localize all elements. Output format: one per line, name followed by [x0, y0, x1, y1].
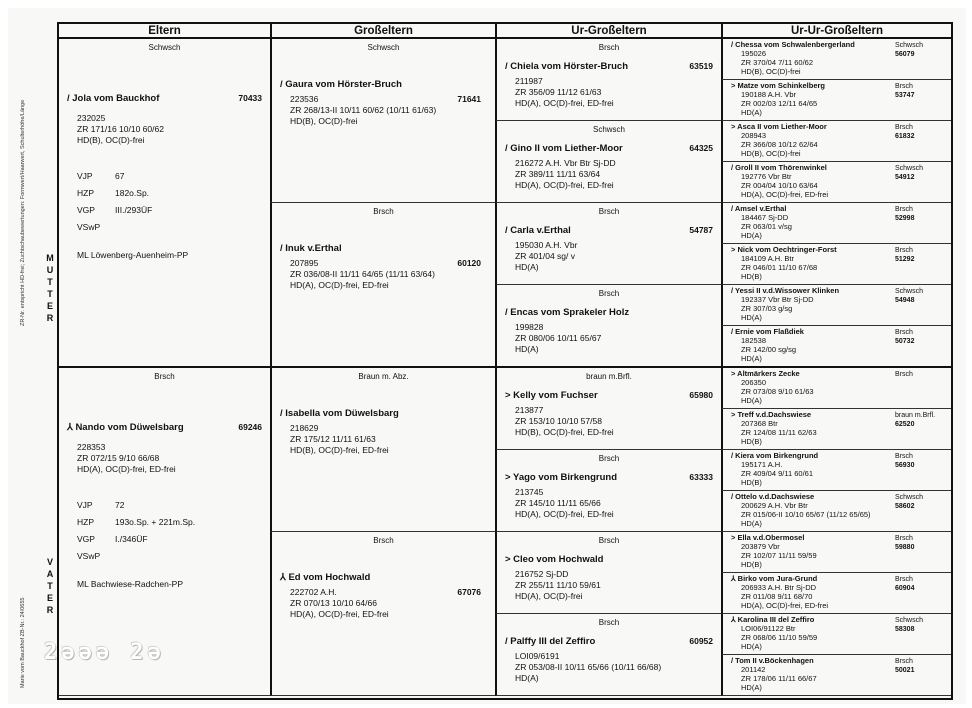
detail-line: HD(B), OC(D)-frei — [290, 116, 358, 126]
detail-line: HD(B) — [741, 436, 762, 446]
detail-line: 195171 A.H. — [741, 459, 783, 469]
reg-number: 58602 — [895, 502, 915, 510]
eltern-cell — [59, 368, 270, 697]
detail-line: 201142 — [741, 664, 766, 674]
detail-line: HD(A) — [741, 682, 762, 692]
detail-line: HD(A), OC(D)-frei, ED-frei — [741, 600, 829, 610]
coat-color: Brsch — [598, 207, 620, 217]
color-reg — [895, 164, 923, 182]
urgrosseltern-cell — [495, 532, 721, 614]
name-row — [272, 79, 495, 90]
detail-line: HD(A) — [515, 344, 539, 355]
coat-color: Brsch — [895, 657, 913, 665]
dog-name: > Matze vom Schinkelberg — [731, 81, 825, 91]
detail-line: HD(B), OC(D)-frei — [77, 135, 145, 145]
color-reg — [895, 452, 914, 470]
reg-number: 58308 — [895, 625, 915, 633]
dog-details — [731, 90, 951, 117]
dog-name: / Tom II v.Böckenhagen — [731, 655, 814, 665]
name-row — [272, 572, 495, 583]
detail-line: HD(A) — [741, 395, 762, 405]
name-row — [497, 61, 721, 72]
dog-name: / Chessa vom Schwalenbergerland — [731, 40, 855, 49]
color-reg — [895, 534, 914, 552]
detail-line: ZR 142/00 sg/sg — [741, 345, 797, 355]
coat-color: Brsch — [895, 370, 913, 378]
dog-details — [731, 254, 951, 281]
ml-line: ML Löwenberg-Auenheim-PP — [77, 250, 189, 260]
detail-line: ZR 080/06 10/11 65/67 — [515, 333, 602, 344]
dog-details — [497, 240, 721, 273]
score-row — [77, 202, 270, 219]
detail-line: ZR 409/04 9/11 60/61 — [741, 468, 813, 478]
name-row — [497, 307, 721, 318]
ururgrosseltern-cell — [721, 532, 951, 573]
reg-number: 65980 — [689, 389, 713, 400]
score-row — [77, 185, 270, 202]
dog-name: > Yago vom Birkengrund — [505, 471, 618, 483]
ururgrosseltern-cell — [721, 203, 951, 244]
detail-line: 213877 — [515, 404, 544, 415]
score-row — [77, 219, 270, 236]
detail-line: 184467 Sj-DD — [741, 213, 789, 223]
score-row — [77, 548, 270, 565]
dog-name: / Gino II vom Liether-Moor — [505, 143, 623, 155]
detail-line: HD(B) — [741, 272, 762, 282]
dog-name: / Ottelo v.d.Dachswiese — [731, 491, 815, 501]
grosseltern-cell — [270, 368, 495, 532]
ururgrosseltern-cell — [721, 655, 951, 696]
test-scores — [59, 168, 270, 236]
dog-name: / Jola vom Bauckhof — [67, 93, 160, 104]
urgrosseltern-cell — [495, 614, 721, 696]
detail-line: 206933 A.H. Btr Sj-DD — [741, 582, 817, 592]
coat-color: Brsch — [373, 535, 394, 545]
detail-line: ZR 015/06-II 10/10 65/67 (11/12 65/65) — [741, 509, 871, 519]
dog-name: ⅄ Birko vom Jura-Grund — [731, 573, 818, 583]
detail-line: HD(B), OC(D)-frei, ED-frei — [515, 426, 614, 437]
detail-line: HD(A) — [515, 672, 539, 683]
coat-color: Brsch — [598, 617, 620, 627]
score-row — [77, 514, 270, 531]
detail-line: ZR 307/03 g/sg — [741, 304, 793, 314]
coat-color: Brsch — [598, 535, 620, 545]
ml-line: ML Bachwiese-Radchen-PP — [77, 578, 183, 589]
reg-number: 54787 — [689, 225, 713, 236]
dog-name: / Yessi II v.d.Wissower Klinken — [731, 286, 840, 296]
detail-line: 216272 A.H. Vbr Btr Sj-DD — [515, 158, 616, 169]
coat-color: Brsch — [895, 575, 913, 583]
dog-details — [731, 378, 951, 405]
dog-name: / Groll II vom Thörenwinkel — [731, 163, 827, 173]
detail-line: HD(A), OC(D)-frei, ED-frei — [77, 463, 176, 474]
color-reg — [895, 205, 914, 223]
coat-color: Brsch — [895, 329, 913, 337]
coat-color: Schwsch — [895, 288, 924, 296]
urgrosseltern-cell — [495, 121, 721, 203]
detail-line: 192337 Vbr Btr Sj-DD — [741, 295, 814, 305]
detail-line: ZR 178/06 11/11 66/67 — [741, 673, 817, 683]
dog-name: > Ella v.d.Obermosel — [731, 532, 805, 542]
dog-name: / Chiela vom Hörster-Bruch — [505, 61, 628, 72]
score-label: VSwP — [77, 550, 101, 561]
coat-color: Brsch — [895, 206, 913, 214]
score-value: 72 — [115, 499, 125, 510]
score-label: VGP — [77, 533, 95, 544]
urgrosseltern-cell — [495, 285, 721, 367]
coat-color: braun m.Brfl. — [586, 371, 632, 381]
reg-number: 54912 — [895, 174, 915, 182]
score-value: 67 — [115, 171, 125, 181]
coat-color: Brsch — [598, 43, 620, 52]
ururgrosseltern-cell — [721, 368, 951, 409]
dog-details — [272, 423, 495, 456]
color-reg — [895, 616, 923, 634]
name-row — [497, 143, 721, 154]
dog-details — [731, 583, 951, 610]
detail-line: ZR 068/06 11/10 59/59 — [741, 632, 818, 642]
dog-name: / Kiera vom Birkengrund — [731, 450, 819, 460]
dog-details — [59, 113, 270, 146]
coat-color: Brsch — [895, 124, 913, 132]
coat-color: Schwsch — [592, 125, 625, 135]
detail-line: 223536 71641 — [290, 94, 481, 104]
score-label: VJP — [77, 499, 93, 510]
dog-name: > Nick vom Oechtringer-Forst — [731, 245, 837, 255]
coat-color: Schwsch — [895, 42, 924, 49]
dog-details — [731, 542, 951, 569]
coat-color: Brsch — [895, 247, 913, 255]
dog-name: / Isabella vom Düwelsbarg — [280, 407, 399, 419]
reg-number: 54948 — [895, 297, 915, 305]
ururgrosseltern-cell — [721, 80, 951, 121]
score-value: 193o.Sp. + 221m.Sp. — [115, 516, 196, 527]
name-row — [59, 93, 270, 104]
detail-line: ZR 171/16 10/10 60/62 — [77, 124, 164, 134]
dog-name: ⅄ Nando vom Düwelsbarg — [67, 421, 184, 433]
dog-details — [497, 487, 721, 520]
ururgrosseltern-cell — [721, 491, 951, 532]
dog-name: / Inuk v.Erthal — [280, 243, 342, 255]
detail-line: 218629 — [290, 422, 319, 433]
score-row — [77, 168, 270, 185]
color-reg — [895, 82, 914, 100]
coat-color: Brsch — [598, 453, 620, 463]
dog-name: / Carla v.Erthal — [505, 225, 571, 237]
detail-line: HD(A), OC(D)-frei, ED-frei — [515, 98, 614, 108]
name-row — [497, 554, 721, 565]
detail-line: 199828 — [515, 322, 544, 333]
ururgrosseltern-cell — [721, 573, 951, 614]
legend-side-text: ZR-Nr. entspricht HD-frei; Zuchtschaubewertungen: Formwert/Haarwert, Schulterhöhe/Länge — [20, 99, 26, 326]
detail-line: 232025 — [77, 113, 106, 123]
reg-number: 62520 — [895, 420, 915, 428]
detail-line: HD(A) — [741, 641, 762, 651]
dog-details — [497, 651, 721, 684]
detail-line: LOI06/91122 Btr — [741, 623, 796, 633]
urgrosseltern-cell — [495, 368, 721, 450]
detail-line: HD(B), OC(D)-frei — [741, 149, 801, 159]
detail-line: 207895 60120 — [290, 258, 481, 269]
detail-line: ZR 072/15 9/10 66/68 — [77, 452, 160, 463]
detail-line: ZR 073/08 9/10 61/63 — [741, 386, 814, 396]
reg-number: 51292 — [895, 256, 915, 264]
pedigree-document — [8, 8, 966, 704]
dog-name: / Encas vom Sprakeler Holz — [505, 307, 630, 319]
pedigree-table — [57, 22, 953, 700]
reg-number: 56079 — [895, 51, 915, 58]
mutter-label: M U T T E R — [46, 253, 54, 323]
reg-number: 59880 — [895, 543, 915, 551]
dog-name: > Altmärkers Zecke — [731, 368, 800, 378]
test-scores — [59, 497, 270, 565]
ururgrosseltern-cell — [721, 285, 951, 326]
detail-line: 206350 — [741, 377, 767, 387]
detail-line: HD(A), OC(D)-frei — [515, 590, 583, 601]
score-label: HZP — [77, 516, 94, 527]
name-row — [497, 636, 721, 647]
reg-number: 50732 — [895, 338, 915, 346]
detail-line: HD(B) — [741, 559, 762, 569]
dog-details — [272, 258, 495, 291]
coat-color: Brsch — [154, 371, 175, 381]
score-row — [77, 497, 270, 514]
dog-details — [272, 94, 495, 127]
color-reg — [895, 123, 914, 141]
dog-name: > Cleo vom Hochwald — [505, 553, 604, 565]
detail-line: HD(A), OC(D)-frei, ED-frei — [290, 280, 389, 291]
detail-line: HD(A) — [741, 313, 762, 323]
header-eltern: Eltern — [59, 24, 270, 39]
dog-details — [731, 460, 951, 487]
detail-line: ZR 004/04 10/10 63/64 — [741, 181, 818, 191]
dog-name: ⅄ Ed vom Hochwald — [280, 571, 371, 583]
coat-color: Brsch — [598, 289, 620, 299]
name-row — [272, 408, 495, 419]
reg-number: 64325 — [689, 143, 713, 154]
detail-line: HD(B) — [741, 477, 762, 487]
ururgrosseltern-cell — [721, 39, 951, 80]
detail-line: 184109 A.H. Btr — [741, 254, 794, 264]
name-row — [59, 422, 270, 433]
ururgrosseltern-cell — [721, 326, 951, 367]
reg-number: 60952 — [689, 635, 713, 646]
score-value: 182o.Sp. — [115, 188, 150, 198]
detail-line: HD(B), OC(D)-frei, ED-frei — [290, 444, 389, 455]
score-value: I./346ÜF — [115, 533, 148, 544]
eltern-cell — [59, 39, 270, 368]
score-label: VGP — [77, 205, 95, 215]
header-urgrosseltern: Ur-Großeltern — [495, 24, 721, 39]
color-reg — [895, 411, 935, 429]
dog-name: ⅄ Karolina III del Zeffiro — [731, 614, 815, 624]
name-row — [497, 390, 721, 401]
coat-color: Schwsch — [895, 493, 924, 501]
detail-line: ZR 401/04 sg/ v — [515, 251, 576, 262]
reg-number: 67076 — [457, 586, 481, 597]
score-value: III./293ÜF — [115, 205, 153, 215]
detail-line: ZR 124/08 11/11 62/63 — [741, 427, 817, 437]
detail-line: HD(A), OC(D)-frei, ED-frei — [515, 508, 614, 519]
coat-color: Schwsch — [895, 616, 924, 624]
color-reg — [895, 493, 923, 511]
coat-color: Schwsch — [367, 43, 400, 52]
ururgrosseltern-cell — [721, 450, 951, 491]
dog-name: > Treff v.d.Dachswiese — [731, 409, 812, 419]
dog-name: / Amsel v.Erthal — [731, 204, 787, 214]
ururgrosseltern-cell — [721, 121, 951, 162]
detail-line: ZR 356/09 11/12 61/63 — [515, 87, 602, 97]
grosseltern-cell — [270, 532, 495, 696]
reg-number: 63519 — [689, 61, 713, 71]
dog-details — [59, 442, 270, 475]
detail-line: 195026 — [741, 49, 767, 58]
urgrosseltern-cell — [495, 39, 721, 121]
coat-color: Brsch — [895, 534, 913, 542]
color-reg — [895, 41, 923, 59]
ururgrosseltern-cell — [721, 614, 951, 655]
dog-details — [497, 158, 721, 191]
dog-name: / Gaura vom Hörster-Bruch — [280, 79, 402, 90]
detail-line: HD(B), OC(D)-frei — [741, 67, 801, 76]
detail-line: 216752 Sj-DD — [515, 568, 569, 579]
detail-line: 211987 — [515, 76, 543, 86]
detail-line: ZR 002/03 12/11 64/65 — [741, 99, 818, 109]
detail-line: ZR 053/08-II 10/11 65/66 (10/11 66/68) — [515, 661, 662, 672]
dog-name: / Palffy III del Zeffiro — [505, 635, 596, 647]
dog-details — [497, 76, 721, 109]
detail-line: HD(A), OC(D)-frei, ED-frei — [741, 190, 829, 200]
color-reg — [895, 575, 914, 593]
detail-line: ZR 102/07 11/11 59/59 — [741, 550, 817, 560]
dog-details — [731, 665, 951, 692]
urgrosseltern-cell — [495, 450, 721, 532]
detail-line: ZR 011/08 9/11 68/70 — [741, 591, 813, 601]
detail-line: 192776 Vbr Btr — [741, 172, 792, 182]
score-label: VSwP — [77, 222, 101, 232]
dog-details — [497, 405, 721, 438]
dog-details — [272, 587, 495, 620]
coat-color: Brsch — [895, 452, 913, 460]
detail-line: HD(A) — [741, 108, 762, 118]
detail-line: ZR 366/08 10/12 62/64 — [741, 140, 818, 150]
color-reg — [895, 328, 914, 346]
grosseltern-cell — [270, 203, 495, 367]
detail-line: 203879 Vbr — [741, 541, 780, 551]
coat-color: Schwsch — [148, 43, 181, 52]
reg-number: 56930 — [895, 461, 915, 469]
dog-details — [497, 569, 721, 602]
grosseltern-cell — [270, 39, 495, 203]
detail-line: ZR 145/10 11/11 65/66 — [515, 497, 601, 508]
reg-number: 52998 — [895, 215, 915, 223]
dog-name: / Ernie vom Flaßdiek — [731, 327, 804, 337]
score-label: HZP — [77, 188, 94, 198]
dog-details — [731, 213, 951, 240]
detail-line: ZR 153/10 10/10 57/58 — [515, 415, 602, 426]
coat-color: Braun m. Abz. — [358, 371, 409, 381]
detail-line: ZR 389/11 11/11 63/64 — [515, 169, 601, 180]
name-row — [497, 225, 721, 236]
detail-line: ZR 046/01 11/10 67/68 — [741, 263, 818, 273]
color-reg — [895, 657, 914, 675]
reg-number: 50021 — [895, 666, 915, 674]
ururgrosseltern-cell — [721, 409, 951, 450]
detail-line: 208943 — [741, 131, 767, 141]
detail-line: ZR 070/13 10/10 64/66 — [290, 597, 377, 608]
header-ururgrosseltern: Ur-Ur-Großeltern — [721, 24, 951, 39]
detail-line: 228353 — [77, 441, 106, 452]
detail-line: 213745 — [515, 486, 544, 497]
detail-line: LOI09/6191 — [515, 650, 560, 661]
reg-number: 61832 — [895, 133, 915, 141]
dog-details — [497, 322, 721, 355]
name-row — [497, 472, 721, 483]
reg-number: 70433 — [238, 93, 262, 103]
detail-line: ZR 255/11 11/10 59/61 — [515, 579, 601, 590]
detail-line: HD(A) — [741, 231, 762, 241]
detail-line: 182538 — [741, 336, 767, 346]
reg-number: 71641 — [457, 94, 481, 104]
score-label: VJP — [77, 171, 93, 181]
embossed-stamp: 2ǝǝǝ 2ǝ — [44, 640, 165, 665]
detail-line: HD(A) — [515, 262, 539, 273]
detail-line: HD(A), OC(D)-frei, ED-frei — [515, 180, 614, 191]
dog-name: > Kelly vom Fuchser — [505, 389, 598, 401]
dog-details — [731, 336, 951, 363]
coat-color: Brsch — [373, 207, 394, 217]
color-reg — [895, 370, 913, 379]
header-grosseltern: Großeltern — [270, 24, 495, 39]
ururgrosseltern-cell — [721, 162, 951, 203]
detail-line: 200629 A.H. Vbr Btr — [741, 500, 808, 510]
reg-number: 60904 — [895, 584, 915, 592]
detail-line: HD(A) — [741, 354, 762, 364]
detail-line: ZR 063/01 v/sg — [741, 222, 792, 232]
coat-color: Brsch — [895, 83, 913, 91]
detail-line: 222702 A.H. 67076 — [290, 586, 481, 597]
detail-line: HD(A) — [741, 518, 762, 528]
color-reg — [895, 246, 914, 264]
detail-line: ZR 268/13-II 10/11 60/62 (10/11 61/63) — [290, 105, 437, 115]
name-row — [272, 243, 495, 254]
dog-details — [731, 131, 951, 158]
detail-line: 195030 A.H. Vbr — [515, 240, 578, 251]
urgrosseltern-cell — [495, 203, 721, 285]
ururgrosseltern-cell — [721, 244, 951, 285]
reg-number: 69246 — [238, 421, 262, 432]
reg-number: 60120 — [457, 258, 481, 269]
score-row — [77, 531, 270, 548]
dog-name: > Asca II vom Liether-Moor — [731, 122, 827, 132]
detail-line: 190188 A.H. Vbr — [741, 90, 797, 100]
detail-line: 207368 Btr — [741, 418, 778, 428]
reg-number: 53747 — [895, 92, 915, 100]
color-reg — [895, 287, 923, 305]
vater-label: V A T E R — [46, 557, 54, 615]
dog-id-side-text: Marie vom Bauckhof ZB-Nr.: 24/0655 — [20, 597, 26, 688]
detail-line: ZR 036/08-II 11/11 64/65 (11/11 63/64) — [290, 269, 435, 280]
detail-line: ZR 175/12 11/11 61/63 — [290, 433, 376, 444]
reg-number: 63333 — [689, 471, 713, 482]
coat-color: braun m.Brfl. — [895, 411, 936, 419]
detail-line: HD(A), OC(D)-frei, ED-frei — [290, 608, 389, 619]
coat-color: Schwsch — [895, 165, 924, 173]
detail-line: ZR 370/04 7/11 60/62 — [741, 58, 813, 67]
